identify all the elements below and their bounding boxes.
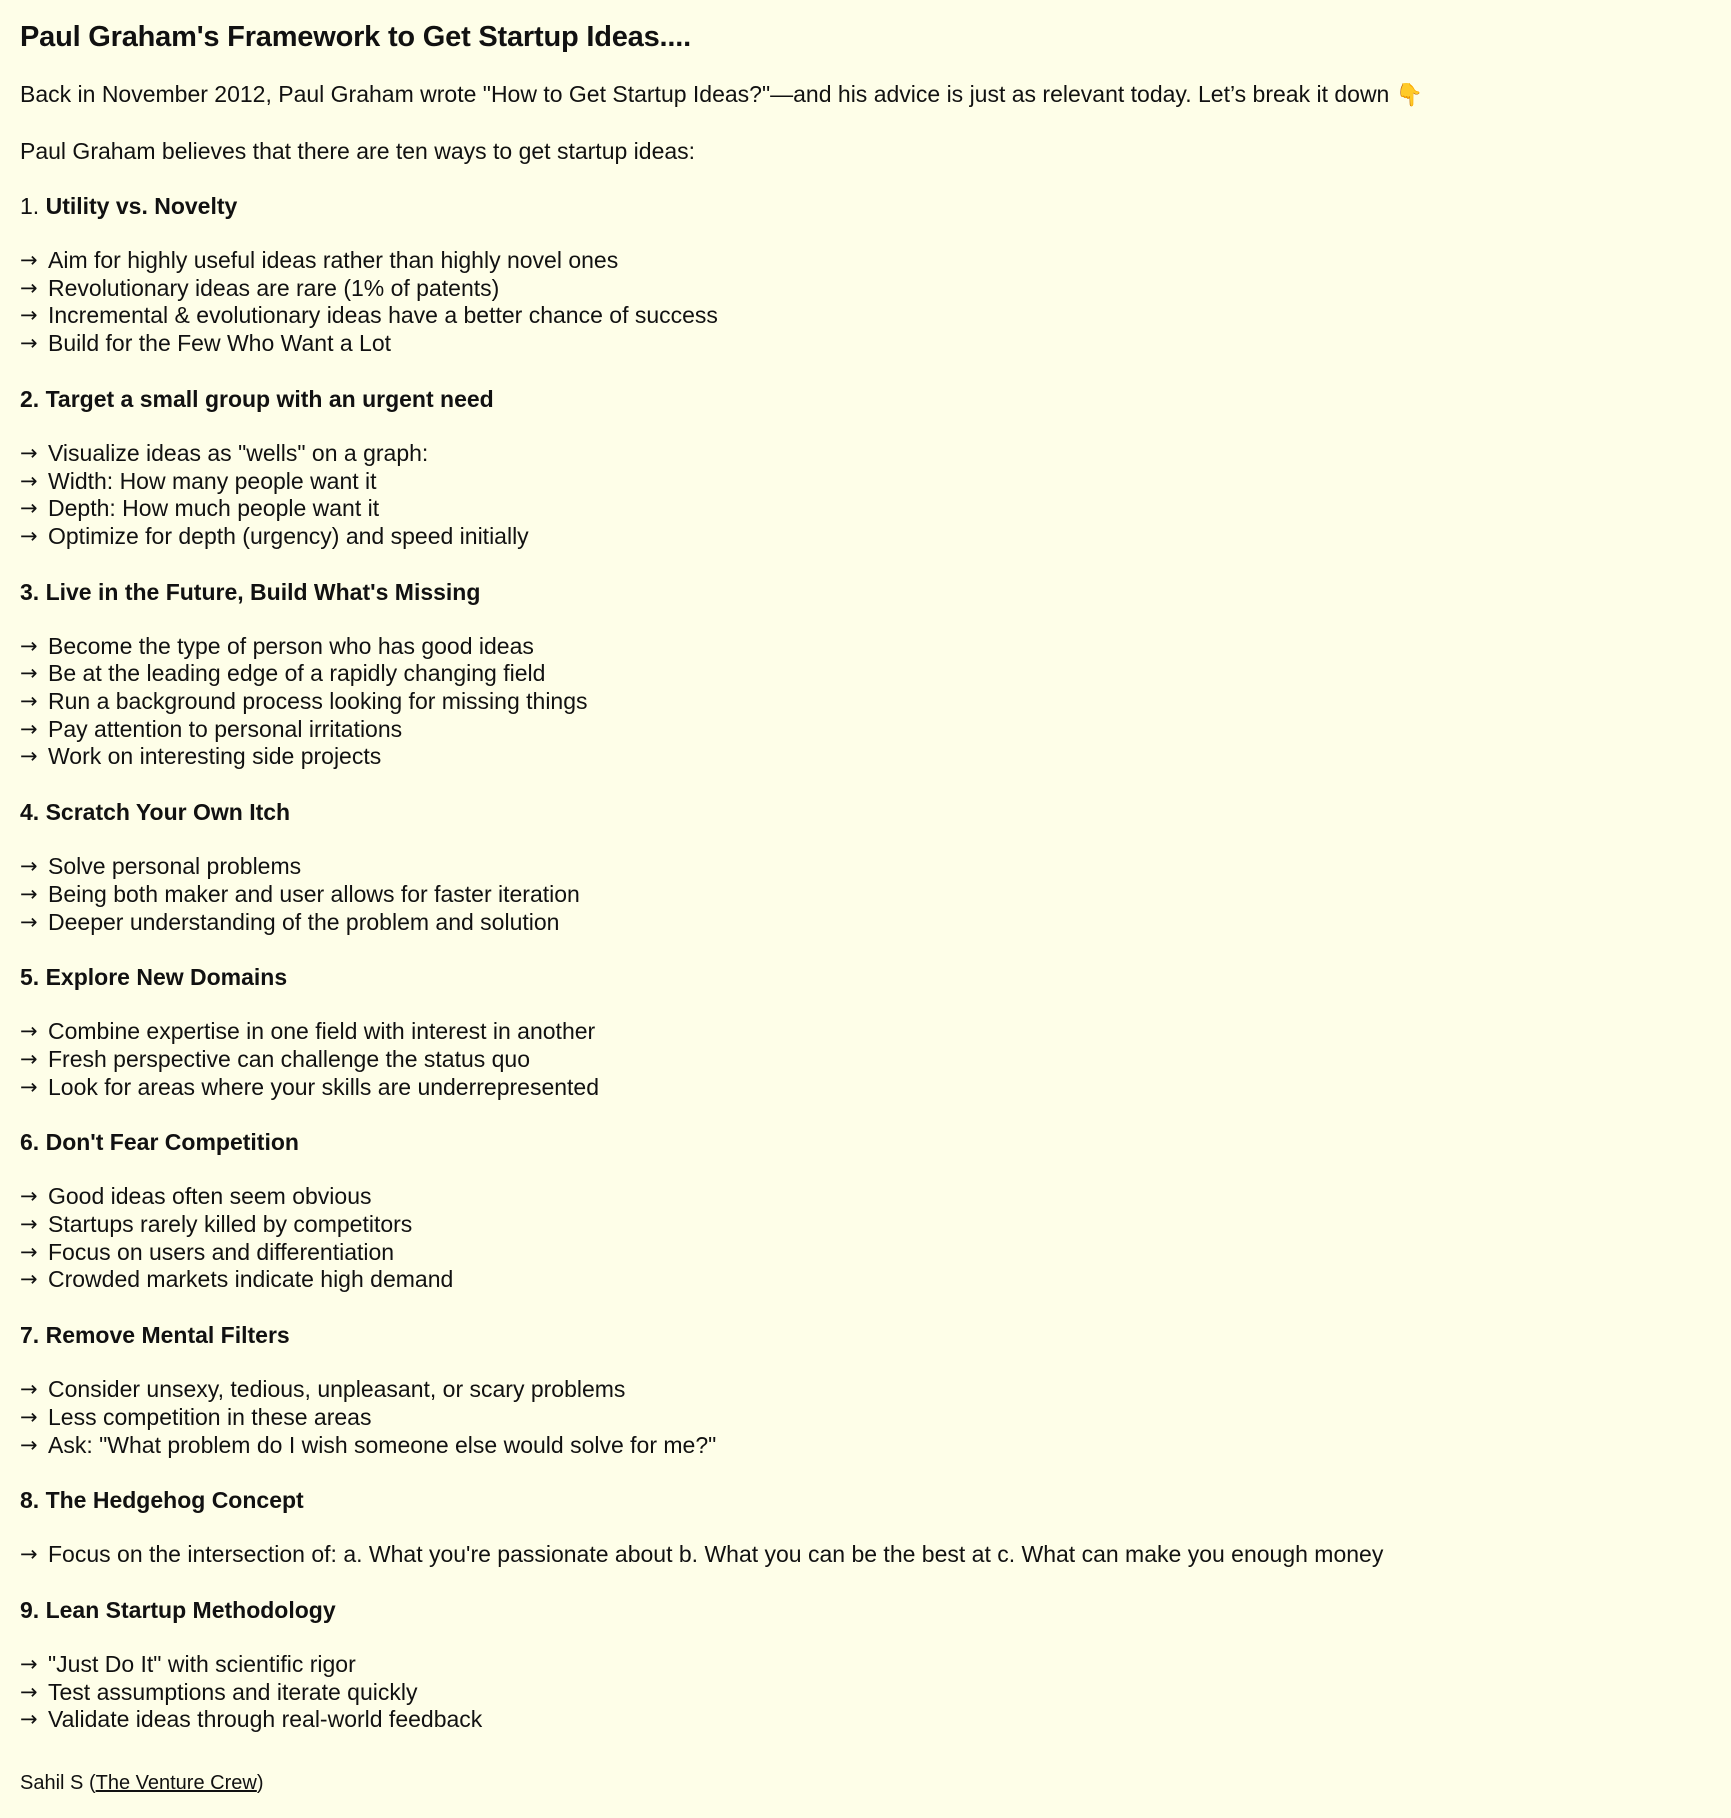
section-3: [20, 578, 1711, 772]
list-item: [20, 1432, 1711, 1460]
arrow-right-icon: →: [20, 1542, 38, 1567]
list-item: [20, 1679, 1711, 1707]
section-number: 9.: [20, 1596, 40, 1623]
list-item: [20, 1706, 1711, 1734]
list-item-text: Revolutionary ideas are rare (1% of patents): [48, 274, 500, 301]
bullet-list: [20, 633, 1711, 772]
list-item: [20, 302, 1711, 330]
arrow-right-icon: →: [20, 881, 38, 906]
arrow-right-icon: →: [20, 1046, 38, 1071]
arrow-right-icon: →: [20, 440, 38, 465]
arrow-right-icon: →: [20, 248, 38, 272]
section-number: 8.: [20, 1487, 40, 1514]
list-item-text: Depth: How much people want it: [48, 495, 380, 522]
list-item-text: Ask: "What problem do I wish someone else would solve for me?": [48, 1431, 717, 1458]
section-heading-text: Target a small group with an urgent need: [45, 385, 494, 412]
list-item: [20, 1074, 1711, 1102]
arrow-right-icon: →: [20, 909, 38, 934]
section-heading-text: Lean Startup Methodology: [45, 1596, 336, 1623]
section-number: 5.: [20, 964, 40, 991]
section-heading-text: Remove Mental Filters: [45, 1322, 290, 1349]
list-item: [20, 688, 1711, 716]
arrow-right-icon: →: [20, 1184, 38, 1209]
arrow-right-icon: →: [20, 1019, 38, 1044]
list-item: [20, 1651, 1711, 1679]
section-heading: [20, 1486, 1711, 1514]
list-item: [20, 660, 1711, 688]
list-item-text: Combine expertise in one field with interest in another: [48, 1018, 596, 1045]
section-heading-text: Don't Fear Competition: [45, 1129, 299, 1156]
list-item-text: Build for the Few Who Want a Lot: [48, 330, 392, 357]
section-number: 7.: [20, 1322, 40, 1349]
list-item: [20, 881, 1711, 909]
sections-list: [20, 192, 1711, 1734]
arrow-right-icon: →: [20, 744, 38, 769]
arrow-right-icon: →: [20, 1239, 38, 1264]
section-number: 4.: [20, 799, 40, 826]
section-4: [20, 798, 1711, 936]
list-item-text: Test assumptions and iterate quickly: [48, 1678, 418, 1705]
list-item-text: Incremental & evolutionary ideas have a better chance of success: [48, 302, 718, 329]
list-item-text: Become the type of person who has good ideas: [48, 632, 534, 659]
section-heading: [20, 1321, 1711, 1349]
arrow-right-icon: →: [20, 468, 38, 493]
section-heading: [20, 385, 1711, 413]
list-item: [20, 330, 1711, 358]
section-heading: [20, 1128, 1711, 1156]
list-item-text: Be at the leading edge of a rapidly changing field: [48, 660, 546, 687]
arrow-right-icon: →: [20, 1212, 38, 1237]
list-item-text: "Just Do It" with scientific rigor: [48, 1650, 356, 1677]
list-item: [20, 853, 1711, 881]
intro-text: Back in November 2012, Paul Graham wrote "How to Get Startup Ideas?"—and his advice is just as relevant today. Let’s break it down: [20, 81, 1390, 107]
arrow-right-icon: →: [20, 854, 38, 879]
bullet-list: [20, 1183, 1711, 1294]
section-9: [20, 1596, 1711, 1734]
list-item: [20, 1266, 1711, 1294]
arrow-right-icon: →: [20, 1377, 38, 1402]
footer-credit: [20, 1770, 1711, 1796]
bullet-list: [20, 1018, 1711, 1101]
lead-paragraph: Paul Graham believes that there are ten ways to get startup ideas:: [20, 138, 696, 164]
arrow-right-icon: →: [20, 1267, 38, 1292]
list-item-text: Look for areas where your skills are underrepresented: [48, 1073, 600, 1100]
list-item: [20, 495, 1711, 523]
arrow-right-icon: →: [20, 661, 38, 686]
list-item-text: Run a background process looking for missing things: [48, 688, 588, 715]
section-heading-text: The Hedgehog Concept: [45, 1487, 304, 1514]
section-2: [20, 385, 1711, 551]
section-heading-text: Utility vs. Novelty: [45, 193, 238, 219]
list-item: [20, 440, 1711, 468]
arrow-right-icon: →: [20, 496, 38, 521]
section-heading: [20, 1596, 1711, 1624]
list-item-text: Validate ideas through real-world feedback: [48, 1706, 483, 1733]
section-heading-text: Live in the Future, Build What's Missing: [45, 578, 481, 605]
list-item-text: Deeper understanding of the problem and solution: [48, 908, 560, 935]
list-item: [20, 1239, 1711, 1267]
list-item-text: Being both maker and user allows for faster iteration: [48, 880, 580, 907]
list-item: [20, 1376, 1711, 1404]
list-item: [20, 247, 1711, 275]
section-number: 2.: [20, 385, 40, 412]
section-heading: [20, 192, 1711, 220]
list-item-text: Startups rarely killed by competitors: [48, 1211, 413, 1238]
list-item-text: Less competition in these areas: [48, 1403, 372, 1430]
arrow-right-icon: →: [20, 716, 38, 741]
section-number: 3.: [20, 578, 40, 605]
open-paren: (: [88, 1772, 96, 1795]
arrow-right-icon: →: [20, 1651, 38, 1676]
arrow-right-icon: →: [20, 1404, 38, 1429]
section-heading: [20, 578, 1711, 606]
pointing-down-icon: 👇: [1395, 83, 1424, 108]
section-heading: [20, 963, 1711, 991]
list-item: [20, 716, 1711, 744]
list-item-text: Fresh perspective can challenge the status quo: [48, 1045, 531, 1072]
arrow-right-icon: →: [20, 1074, 38, 1099]
list-item-text: Focus on the intersection of: a. What you're passionate about b. What you can be the best at c. What can make you enough money: [48, 1541, 1384, 1568]
list-item: [20, 1211, 1711, 1239]
section-number: 6.: [20, 1129, 40, 1156]
section-1: [20, 192, 1711, 358]
section-heading-text: Scratch Your Own Itch: [45, 799, 291, 826]
list-item-text: Work on interesting side projects: [48, 743, 382, 770]
arrow-right-icon: →: [20, 633, 38, 658]
list-item: [20, 468, 1711, 496]
list-item-text: Focus on users and differentiation: [48, 1238, 395, 1265]
list-item: [20, 1046, 1711, 1074]
arrow-right-icon: →: [20, 303, 38, 328]
arrow-right-icon: →: [20, 523, 38, 548]
arrow-right-icon: →: [20, 1432, 38, 1457]
list-item: [20, 1183, 1711, 1211]
section-5: [20, 963, 1711, 1101]
arrow-right-icon: →: [20, 1679, 38, 1704]
close-paren: ): [256, 1772, 264, 1795]
bullet-list: [20, 1376, 1711, 1459]
bullet-list: [20, 247, 1711, 358]
section-heading: [20, 798, 1711, 826]
arrow-right-icon: →: [20, 1707, 38, 1732]
page-title: Paul Graham's Framework to Get Startup Ideas....: [20, 21, 691, 53]
arrow-right-icon: →: [20, 275, 38, 300]
section-number: 1.: [20, 193, 40, 219]
list-item-text: Visualize ideas as "wells" on a graph:: [48, 439, 429, 466]
list-item-text: Pay attention to personal irritations: [48, 715, 403, 742]
list-item: [20, 1541, 1711, 1569]
list-item-text: Good ideas often seem obvious: [48, 1183, 372, 1210]
arrow-right-icon: →: [20, 689, 38, 714]
list-item: [20, 1018, 1711, 1046]
bullet-list: [20, 440, 1711, 551]
list-item-text: Crowded markets indicate high demand: [48, 1266, 454, 1293]
bullet-list: [20, 1651, 1711, 1734]
venture-crew-link[interactable]: The Venture Crew: [95, 1772, 257, 1795]
intro-paragraph: [20, 80, 1711, 110]
section-6: [20, 1128, 1711, 1294]
list-item: [20, 1404, 1711, 1432]
list-item: [20, 275, 1711, 303]
list-item-text: Solve personal problems: [48, 853, 302, 880]
list-item: [20, 633, 1711, 661]
list-item: [20, 523, 1711, 551]
bullet-list: [20, 1541, 1711, 1569]
list-item: [20, 743, 1711, 771]
bullet-list: [20, 853, 1711, 936]
section-heading-text: Explore New Domains: [45, 964, 288, 991]
list-item-text: Consider unsexy, tedious, unpleasant, or scary problems: [48, 1376, 626, 1403]
list-item-text: Width: How many people want it: [48, 467, 377, 494]
arrow-right-icon: →: [20, 331, 38, 356]
section-7: [20, 1321, 1711, 1459]
section-8: [20, 1486, 1711, 1569]
author-name: Sahil S: [20, 1772, 84, 1795]
list-item-text: Optimize for depth (urgency) and speed initially: [48, 522, 529, 549]
list-item: [20, 909, 1711, 937]
list-item-text: Aim for highly useful ideas rather than highly novel ones: [48, 247, 619, 273]
